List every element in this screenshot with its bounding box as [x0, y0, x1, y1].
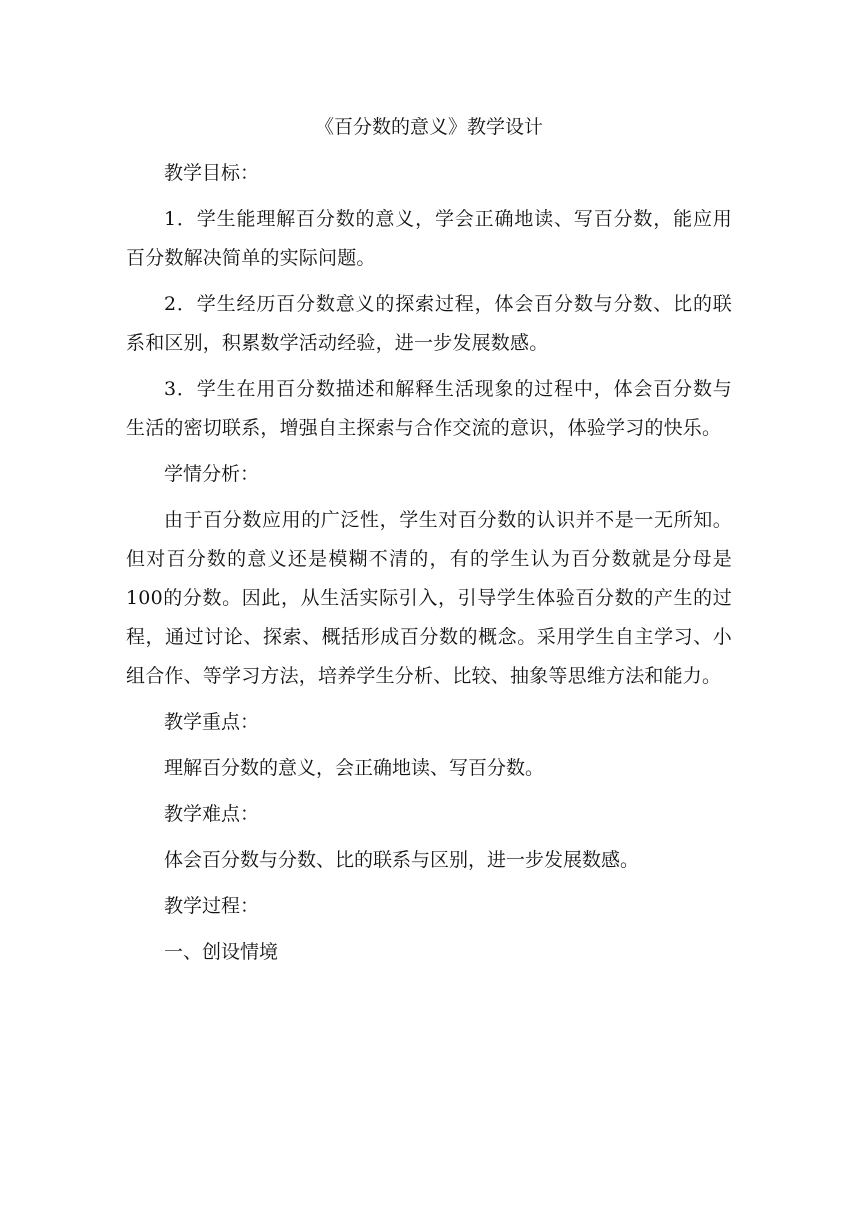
process-heading: 教学过程：	[164, 895, 260, 917]
key-points-text: 理解百分数的意义，会正确地读、写百分数。	[164, 757, 545, 779]
objective-item-1: 1．学生能理解百分数的意义，学会正确地读、写百分数，能应用百分数解决简单的实际问题。	[126, 208, 732, 269]
analysis-heading: 学情分析：	[164, 463, 260, 485]
analysis-paragraph: 由于百分数应用的广泛性，学生对百分数的认识并不是一无所知。但对百分数的意义还是模糊不清的，有的学生认为百分数就是分母是100的分数。因此，从生活实际引入，引导学生体验百分数的产生的过程，通过讨论、探索、概括形成百分数的概念。采用学生自主学习、小组合作、等学习方法，培养学生分析、比较、抽象等思维方法和能力。	[126, 509, 732, 687]
objective-item-3: 3．学生在用百分数描述和解释生活现象的过程中，体会百分数与生活的密切联系，增强自主探索与合作交流的意识，体验学习的快乐。	[126, 378, 732, 439]
document-title: 《百分数的意义》教学设计	[314, 116, 543, 138]
objectives-heading: 教学目标：	[164, 162, 260, 184]
section-one-heading: 一、创设情境	[164, 941, 279, 963]
objective-item-2: 2．学生经历百分数意义的探索过程，体会百分数与分数、比的联系和区别，积累数学活动经验，进一步发展数感。	[126, 293, 732, 354]
document-body	[126, 108, 732, 979]
key-points-heading: 教学重点：	[164, 711, 260, 733]
difficulties-text: 体会百分数与分数、比的联系与区别，进一步发展数感。	[164, 849, 640, 871]
difficulties-heading: 教学难点：	[164, 803, 260, 825]
